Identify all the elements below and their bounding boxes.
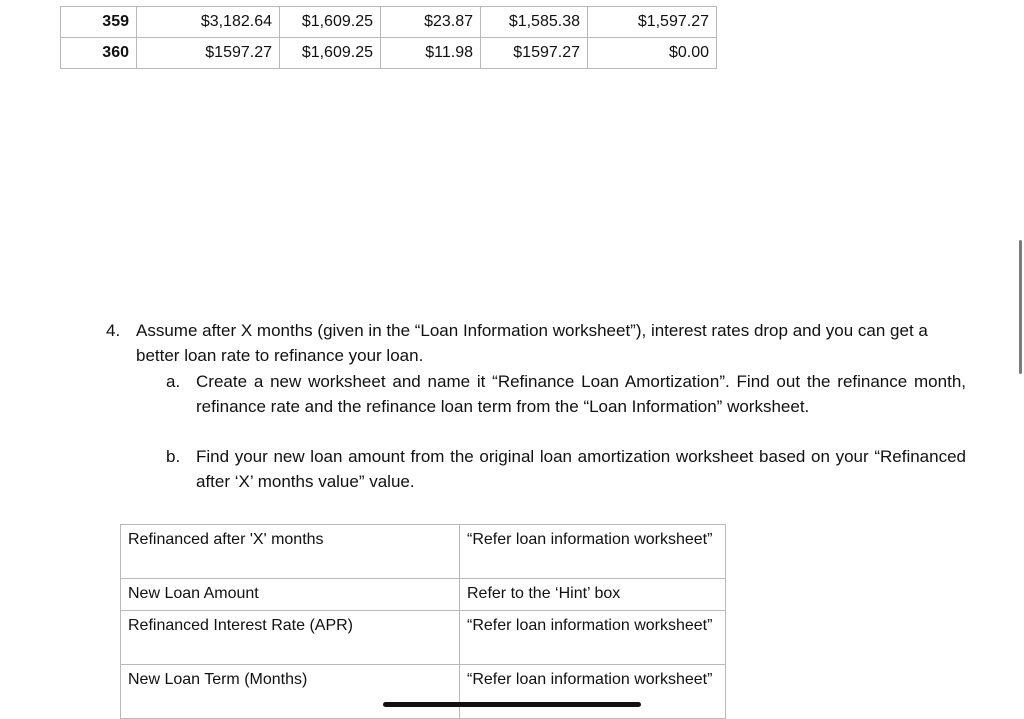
- table-cell: $11.98: [381, 38, 481, 69]
- subquestion-letter-b: b.: [166, 447, 181, 466]
- row-value: Refer to the ‘Hint’ box: [460, 579, 726, 611]
- table-row: [121, 579, 726, 611]
- question-text: Assume after X months (given in the “Loan Information worksheet”), interest rates drop and you can get a better loan rate to refinance your loan.: [136, 321, 928, 365]
- table-row: [61, 38, 717, 69]
- row-label: New Loan Term (Months): [121, 665, 460, 719]
- question-number: 4.: [106, 321, 121, 340]
- row-label: Refinanced Interest Rate (APR): [121, 611, 460, 665]
- table-cell: $1,585.38: [481, 7, 588, 38]
- table-cell: $23.87: [381, 7, 481, 38]
- row-value: “Refer loan information worksheet”: [460, 665, 726, 719]
- subquestion-letter-a: a.: [166, 372, 181, 391]
- row-label: New Loan Amount: [121, 579, 460, 611]
- table-cell: $1,609.25: [280, 38, 381, 69]
- row-value: “Refer loan information worksheet”: [460, 525, 726, 579]
- amortization-table: [60, 6, 717, 69]
- table-cell: $0.00: [588, 38, 717, 69]
- row-label: Refinanced after 'X' months: [121, 525, 460, 579]
- table-cell: $1,609.25: [280, 7, 381, 38]
- table-cell: $1,597.27: [588, 7, 717, 38]
- month-cell: 359: [61, 7, 137, 38]
- subquestion-text-a: Create a new worksheet and name it “Refinance Loan Amortization”. Find out the refinance month, refinance rate and the refinance loan term from the “Loan Information” worksheet.: [196, 372, 966, 416]
- table-cell: $3,182.64: [137, 7, 280, 38]
- row-value: “Refer loan information worksheet”: [460, 611, 726, 665]
- table-row: [121, 665, 726, 719]
- table-cell: $1597.27: [481, 38, 588, 69]
- home-indicator[interactable]: [383, 702, 641, 707]
- table-row: [61, 7, 717, 38]
- table-row: [121, 525, 726, 579]
- subquestion-text-b: Find your new loan amount from the original loan amortization worksheet based on your “Refinanced after ‘X’ months value” value.: [196, 447, 966, 491]
- month-cell: 360: [61, 38, 137, 69]
- table-row: [121, 611, 726, 665]
- scrollbar[interactable]: [1019, 240, 1022, 374]
- table-cell: $1597.27: [137, 38, 280, 69]
- loan-info-table: [120, 524, 726, 719]
